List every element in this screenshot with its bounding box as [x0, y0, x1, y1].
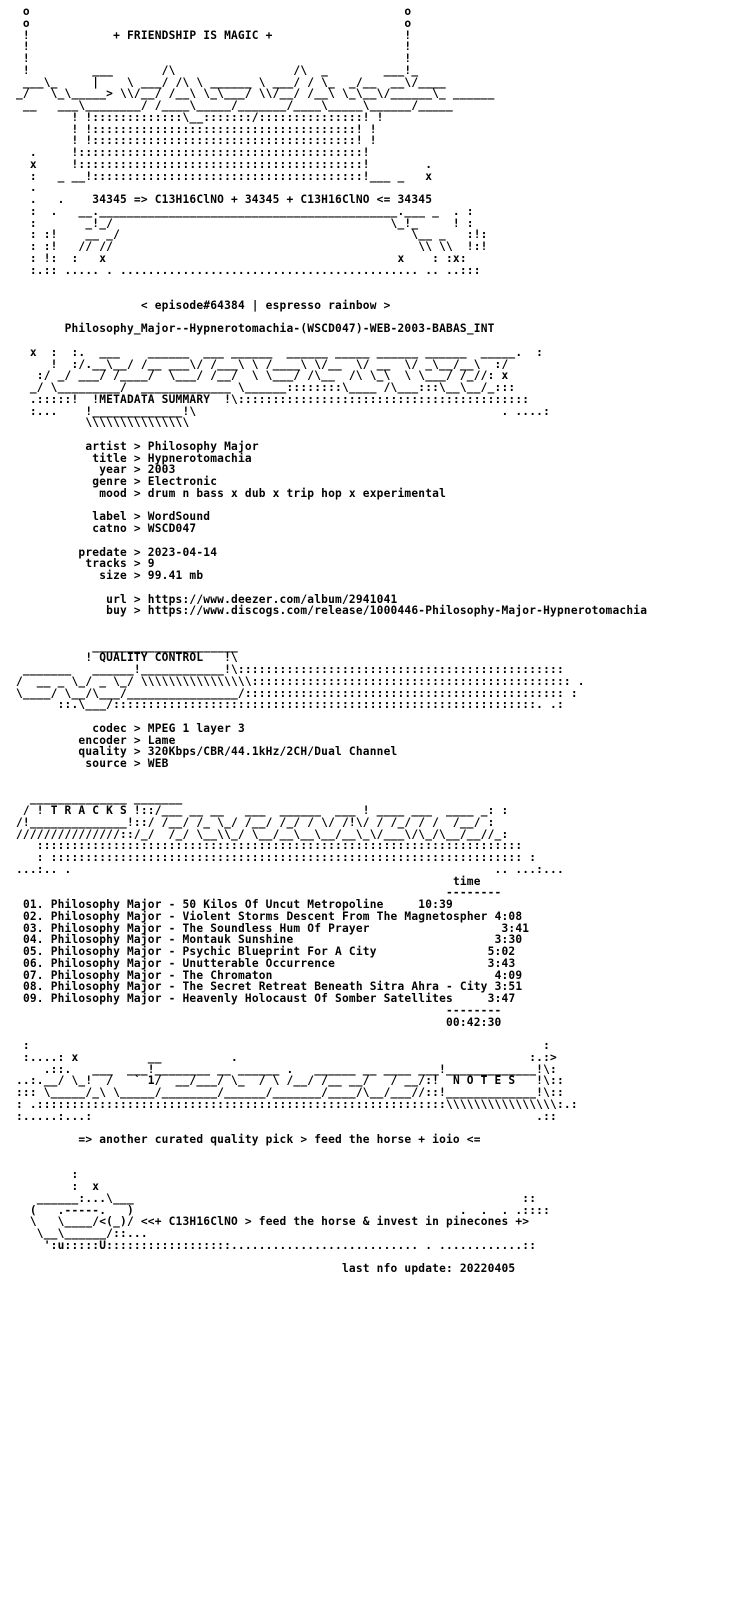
track-num: 06.	[22, 956, 44, 970]
track-time: 3:47	[487, 992, 516, 1005]
release-name: Philosophy_Major--Hypnerotomachia-(WSCD047)-WEB-2003-BABAS_INT	[64, 322, 495, 336]
last-update: last nfo update: 20220405	[341, 1262, 516, 1276]
track-time: 3:30	[494, 933, 523, 947]
notes-title: N O T E S	[452, 1074, 516, 1088]
track-title: Philosophy Major - Violent Storms Descent From The Magnetospher	[50, 909, 488, 923]
banner-frame-art: : . __.___________________________________________.___ _ . : : _!_/ \_!_ ! : : :! __ _/ \__ _ :!: : :! // // \\ \\ !:! : !: : x x : :x: :.:: ..... . ........................................... .. ..:::	[29, 204, 488, 277]
metadata-header-art: x : :. ___ ______ ___ ______ ______ _____ ______ ______ _____. : ! :/.__\__/ /__ ___\/ /___\ \ /____\ \/__ \/ __ \/ _\__/__\ :/ :/ _/ ___/ /____/ \___/ /__/ \ \___/ /\__ /\ \_\ \ \___/ /_//: x _/ \_________/ _____________ \______::::::::\____ /\___:::\__\__/_::: .:::::!	[29, 345, 544, 406]
footer-boat-art-bottom: \__\______/::... ':u:::::U::::::::::::::::::........................... . ............::	[36, 1227, 537, 1252]
track-title: Philosophy Major - Heavenly Holocaust Of Somber Satellites	[50, 992, 453, 1005]
track-title: Philosophy Major - The Secret Retreat Beneath Sitra Ahra - City	[50, 980, 488, 994]
meta-predate: 2023-04-14	[147, 545, 218, 559]
track-title: Philosophy Major - The Soundless Hum Of Prayer	[50, 921, 370, 935]
meta-artist: Philosophy Major	[147, 439, 259, 453]
track-title: Philosophy Major - Psychic Blueprint For A City	[50, 945, 377, 958]
track-num: 01.	[22, 898, 44, 911]
meta-tracks: 9	[147, 557, 155, 571]
quality-control-title: QUALITY CONTROL	[99, 651, 204, 665]
track-num: 08.	[22, 980, 44, 994]
track-time: 4:08	[494, 909, 523, 923]
track-time: 3:41	[501, 921, 530, 935]
track-num: 04.	[22, 933, 44, 947]
meta-size: 99.41 mb	[147, 569, 204, 582]
track-num: 02.	[22, 909, 44, 923]
footer-boat-art: : : x ______:...\___ :: ( .-----. ) . . . .:::: \ \____/<(_)/ <<+	[29, 1168, 551, 1229]
track-title: Philosophy Major - Montauk Sunshine	[50, 933, 294, 947]
tracks-title: T R A C K S	[50, 804, 127, 817]
track-num: 07.	[22, 968, 44, 982]
metadata-summary-title: METADATA SUMMARY	[99, 392, 211, 406]
tracks-header-art: ______________ _______ / !	[22, 792, 183, 817]
meta-catno: WSCD047	[147, 522, 197, 535]
tracklist-total-time: 00:42:30	[446, 1015, 502, 1029]
track-time: 4:09	[494, 968, 523, 982]
meta-genre: Electronic	[147, 475, 218, 488]
qc-source: WEB	[147, 757, 169, 770]
track-time: 3:51	[494, 980, 523, 994]
meta-title: Hypnerotomachia	[147, 451, 252, 465]
notes-line: => another curated quality pick > feed the horse + ioio <=	[78, 1133, 481, 1146]
episode-line: < episode#64384 | espresso rainbow >	[140, 298, 391, 312]
track-num: 03.	[22, 921, 44, 935]
meta-year: 2003	[147, 463, 176, 477]
notes-header-art: : : :....: x __ . :.:>	[22, 1039, 557, 1064]
track-time: 5:02	[487, 945, 516, 958]
meta-label: WordSound	[147, 510, 211, 524]
quality-header-art: _____________________ !	[85, 639, 238, 665]
tracklist-time-header: time	[452, 874, 481, 888]
track-title: Philosophy Major - The Chromaton	[50, 968, 273, 982]
header-ascii-art: o o o o ! + FRIENDSHIP IS MAGIC + ! ! ! ! ! ! ___ /\ /\ _ ___!_ ___\_ | \ ___/ /\ \ ______ \ ___/ / \_ _/__ __\/____ _/ \_\_____> \\/__/ /__\ \_\___/ \\/__/ /__\ \_\__\/______\_ ______ __ ___\________/ /____\_____/_______/____\_____\______/_____ ! !:::::::::::::\__:::::::/:::::::::::::::! ! ! !::::::::::::::::::::::::::::::::::::::! ! ! !::::::::::::::::::::::::::::::::::::::! ! . !:::::::::::::::::::::::::::::::::::::::::! x !:::::::::::::::::::::::::::::::::::::::::! . : _ __!:::::::::::::::::::::::::::::::::::::::!___ _ x .	[16, 5, 495, 195]
qc-encoder: Lame	[147, 733, 176, 747]
qc-quality: 320Kbps/CBR/44.1kHz/2CH/Dual Channel	[147, 745, 398, 759]
track-num: 09.	[22, 992, 44, 1005]
qc-codec: MPEG 1 layer 3	[147, 721, 245, 735]
chemical-formula: 34345 => C13H16ClNO + 34345 + C13H16ClNO <= 34345	[92, 193, 433, 206]
meta-url-link[interactable]: https://www.deezer.com/album/2941041	[147, 592, 398, 606]
track-title: Philosophy Major - Unutterable Occurrence	[50, 956, 336, 970]
track-title: Philosophy Major - 50 Kilos Of Uncut Metropoline	[50, 898, 384, 911]
track-num: 05.	[22, 945, 44, 958]
meta-buy-link[interactable]: https://www.discogs.com/release/1000446-Philosophy-Major-Hypnerotomachia	[147, 604, 648, 618]
nfo-document: o o o o ! + FRIENDSHIP IS MAGIC + ! ! ! ! ! ! ___ /\ /\ _ ___!_ ___\_ | \ ___/ /\ \ ______ \ ___/ / \_ _/__ __\/____ _/ \_\_____> \\/__/ /__\ \_\___/ \\/__/ /__\ \_\__\/______\_ ______ __ ___\________/ /____\_____/_______/____\_____\______/_____ ! !:::::::::::::\__:::::::/:::::::::::::::! ! ! !::::::::::::::::::::::::::::::::::::::! ! ! !::::::::::::::::::::::::::::::::::::::! ! . !:::::::::::::::::::::::::::::::::::::::::! x !:::::::::::::::::::::::::::::::::::::::::! . : _ __!:::::::::::::::::::::::::::::::::::::::!___ _ x . . . 34345 => C13H16ClNO + 34345 + C13H16ClNO <= 34345 : . __.___________________________________________.___ _ . : : _!_/ \_!_ ! : : :! __ _/ \__ _ :!: : :! // // \\ \\ !:! : !: : x x : :x: :.:: ..... . ........................................... .. ..::: < episode#64384 | espresso rainbow > Philosophy_Major--Hypnerotomachia-(WSCD047)-WEB-2003-BABAS_INT x : :. ___ ______ ___ ______ ______ _____ ______ ______ _____. : ! :/.__\__/ /__ ___\/ /___\ \ /____\ \/__ \/ __ \/ _\__/__\ :/ :/ _/ ___/ /____/ \___/ /__/ \ \___/ /\__ /\ \_\ \ \___/ /_//: x _/ \_________/ _____________ \______::::::::\____ /\___:::\__\__/_::: .:::::! !METADATA SUMMARY !\:::::::::::::::::::::::::::::::::::::::::: :... !_____________!\ . ....: \\\\\\\\\\\\\\\ artist > Philosophy Major title > Hypnerotomachia year > 2003 genre > Electronic mood > drum n bass x dub x trip hop x experimental label > WordSound catno > WSCD047 predate > 2023-04-14 tracks > 9 size > 99.41 mb url > https://www.deezer.com/album/2941041 buy > https://www.discogs.com/release/1000446-Philosophy-Major-Hypnerotomachia _____________________ ! QUALITY CONTROL !\ _______ ______!____________!\::::::::::::::::::::::::::::::::::::::::::::::: / __ _ \_/ _ \_/ \\\\\\\\\\\\\\\\:::::::::::::::::::::::::::::::::::::::::::::: . \____/ \__/\___/________________/:::::::::::::::::::::::::::::::::::::::::::::: : ::.\___/:::::::::::::::::::::::::::::::::::::::::::::::::::::::::::::. .: codec > MPEG 1 layer 3 encoder > Lame quality > 320Kbps/CBR/44.1kHz/2CH/Dual Channel source > WEB ______________ _______ / ! T R A C K S !::/___ __ __ ___ ______ ___ ! ____ ___ ____ _: : /!______________!::/ /__/ /_ \_/ /__/ /_/ / \/ /!\/ / /_/ / / /__/ : ///////////////::/_/ /_/ \__\\_/ \__/__\__\__/__\_\/___\/\_/\__/__//_: :::::::::::::::::::::::::::::::::::::::::::::::::::::::::::::::::::::: : :::::::::::::::::::::::::::::::::::::::::::::::::::::::::::::::::::: : ...:.. . .. ...:... time -------- 01. Philosophy Major - 50 Kilos Of Uncut Metropoline 10:39 02. Philosophy Major - Violent Storms Descent From The Magnetospher 4:08 03. Philosophy Major - The Soundless Hum Of Prayer 3:41 04. Philosophy Major - Montauk Sunshine 3:30 05. Philosophy Major - Psychic Blueprint For A City 5:02 06. Philosophy Major - Unutterable Occurrence 3:43 07. Philosophy Major - The Chromaton 4:09 08. Philosophy Major - The Secret Retreat Beneath Sitra Ahra - City 3:51 09. Philosophy Major - Heavenly Holocaust Of Somber Satellites 3:47 -------- 00:42:30 : : :....: x __ . :.:> .::. ___ ___!________ __ ______ . ______ __ ____ ___!_____________!\: ..:.__/ \_! / ` 1/ __/___/ \_ / \ /__/ /__ __/ / __/:! N O T E S !\:: ::: \_____/_\ \_____/________/______/_______/____/\__/___//::!_____________!\:: : .:::::::::::::::::::::::::::::::::::::::::::::::::::::::::::\\\\\\\\\\\\\\\\:.: :.....:...: .:: => another curated quality pick > feed the horse + ioio <= : : x ______:...\___ :: ( .-----. ) . . . .:::: \ \____/<(_)/ <<+ C13H16ClNO > feed the horse & invest in pinecones +> \__\______/::... ':u:::::U::::::::::::::::::........................... . ............:: last nfo update: 20220405	[16, 5, 648, 1276]
meta-mood: drum n bass x dub x trip hop x experimental	[147, 486, 447, 500]
track-time: 10:39	[418, 898, 453, 911]
track-time: 3:43	[487, 956, 516, 970]
footer-tagline: C13H16ClNO > feed the horse & invest in pinecones +>	[168, 1215, 530, 1229]
